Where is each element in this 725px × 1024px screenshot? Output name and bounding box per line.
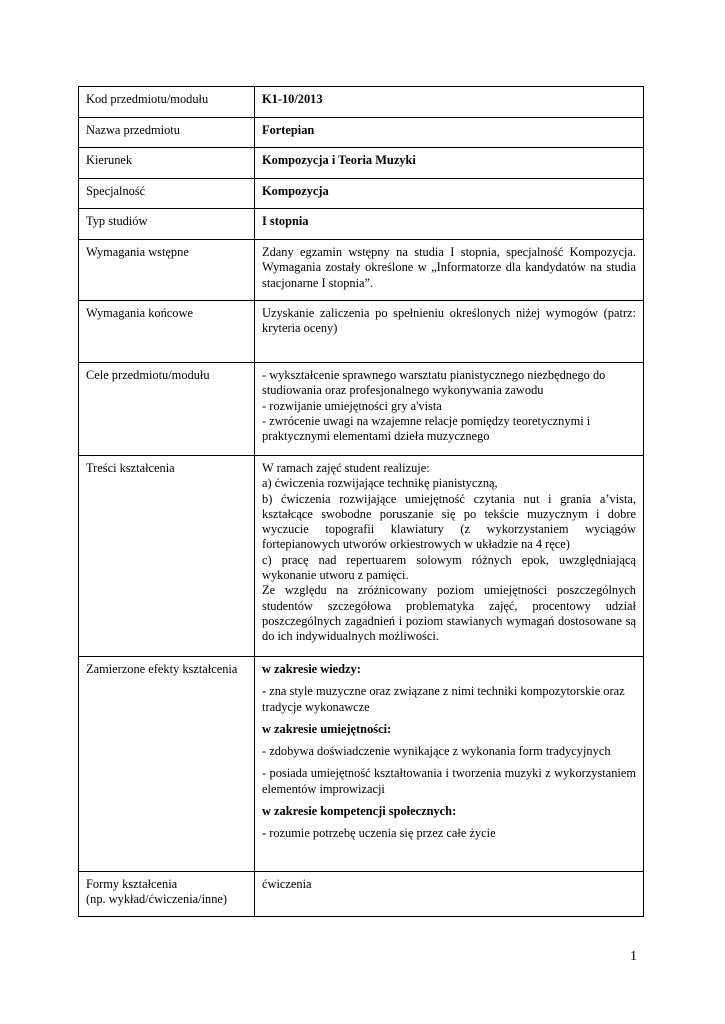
skills-item: - posiada umiejętność kształtowania i tworzenia muzyki z wykorzystaniem elementów improwizacji: [262, 766, 636, 796]
table-row: [79, 301, 644, 363]
course-objectives: [255, 363, 644, 456]
objective-item: - wykształcenie sprawnego warsztatu pianistycznego niezbędnego do studiowania oraz profesjonalnego wykonywania zawodu: [262, 368, 606, 398]
social-item: - rozumie potrzebę uczenia się przez całe życie: [262, 826, 496, 841]
course-name: Fortepian: [262, 123, 315, 137]
final-requirements: Uzyskanie zaliczenia po spełnieniu określonych niżej wymogów (patrz: kryteria oceny): [255, 301, 644, 363]
table-row: [79, 240, 644, 301]
course-code: K1-10/2013: [262, 92, 323, 106]
field-of-study: Kompozycja i Teoria Muzyki: [262, 153, 416, 167]
social-heading: w zakresie kompetencji społecznych:: [262, 804, 457, 819]
table-row: [79, 118, 644, 148]
row-label: Kod przedmiotu/modułu: [79, 87, 255, 118]
teaching-forms: ćwiczenia: [255, 872, 644, 917]
table-row: [79, 179, 644, 209]
page-number: 1: [630, 949, 637, 964]
table-row: [79, 363, 644, 456]
row-value: [255, 209, 644, 240]
row-value: [255, 148, 644, 179]
row-label: Kierunek: [79, 148, 255, 179]
skills-item: - zdobywa doświadczenie wynikające z wykonania form tradycyjnych: [262, 744, 611, 759]
row-value: [255, 87, 644, 118]
entry-requirements: Zdany egzamin wstępny na studia I stopnia, specjalność Kompozycja. Wymagania zostały określone w „Informatorze dla kandydatów na studia stacjonarne I stopnia”.: [255, 240, 644, 301]
table-row: [79, 148, 644, 179]
objective-item: - rozwijanie umiejętności gry a'vista: [262, 398, 442, 413]
table-row: [79, 657, 644, 872]
skills-heading: w zakresie umiejętności:: [262, 721, 392, 736]
row-value: [255, 118, 644, 148]
table-row: [79, 87, 644, 118]
learning-outcomes: [255, 657, 644, 872]
knowledge-heading: w zakresie wiedzy:: [262, 662, 361, 676]
row-label: Wymagania końcowe: [79, 301, 255, 363]
table-row: [79, 209, 644, 240]
row-value: [255, 179, 644, 209]
table-row: [79, 456, 644, 657]
row-label: Nazwa przedmiotu: [79, 118, 255, 148]
row-label: Cele przedmiotu/modułu: [79, 363, 255, 456]
course-content: W ramach zajęć student realizuje: a) ćwiczenia rozwijające technikę pianistyczną, b) ćwiczenia rozwijające umiejętność czytania nut i grania a’vista, kształcące swobodne poruszanie się po tekście muzycznym i dobre wyczucie topografii klawiatury (z wykorzystaniem wyciągów fortepianowych utworów orkiestrowych w układzie na 4 ręce) c) pracę nad repertuarem solowym różnych epok, uwzględniającą wykonanie utworu z pamięci. Ze względu na zróżnicowany poziom umiejętności poszczególnych studentów szczegółowa problematyka zajęć, procentowy udział poszczególnych zagadnień i poziom stawianych wymagań dostosowane są do ich indywidualnych możliwości.: [255, 456, 644, 657]
table-row: [79, 872, 644, 917]
study-type: I stopnia: [262, 214, 309, 228]
objective-item: - zwrócenie uwagi na wzajemne relacje pomiędzy teoretycznymi i praktycznymi elementami dzieła muzycznego: [262, 413, 591, 444]
row-label: Zamierzone efekty kształcenia: [79, 657, 255, 872]
knowledge-item: - zna style muzyczne oraz związane z nimi techniki kompozytorskie oraz tradycje wykonawcze: [262, 684, 625, 714]
row-label: Wymagania wstępne: [79, 240, 255, 301]
row-label: Specjalność: [79, 179, 255, 209]
row-label: Treści kształcenia: [79, 456, 255, 657]
syllabus-table: [78, 86, 644, 917]
row-label: Typ studiów: [79, 209, 255, 240]
specialty: Kompozycja: [262, 184, 329, 198]
row-label: Formy kształcenia (np. wykład/ćwiczenia/inne): [79, 872, 255, 917]
